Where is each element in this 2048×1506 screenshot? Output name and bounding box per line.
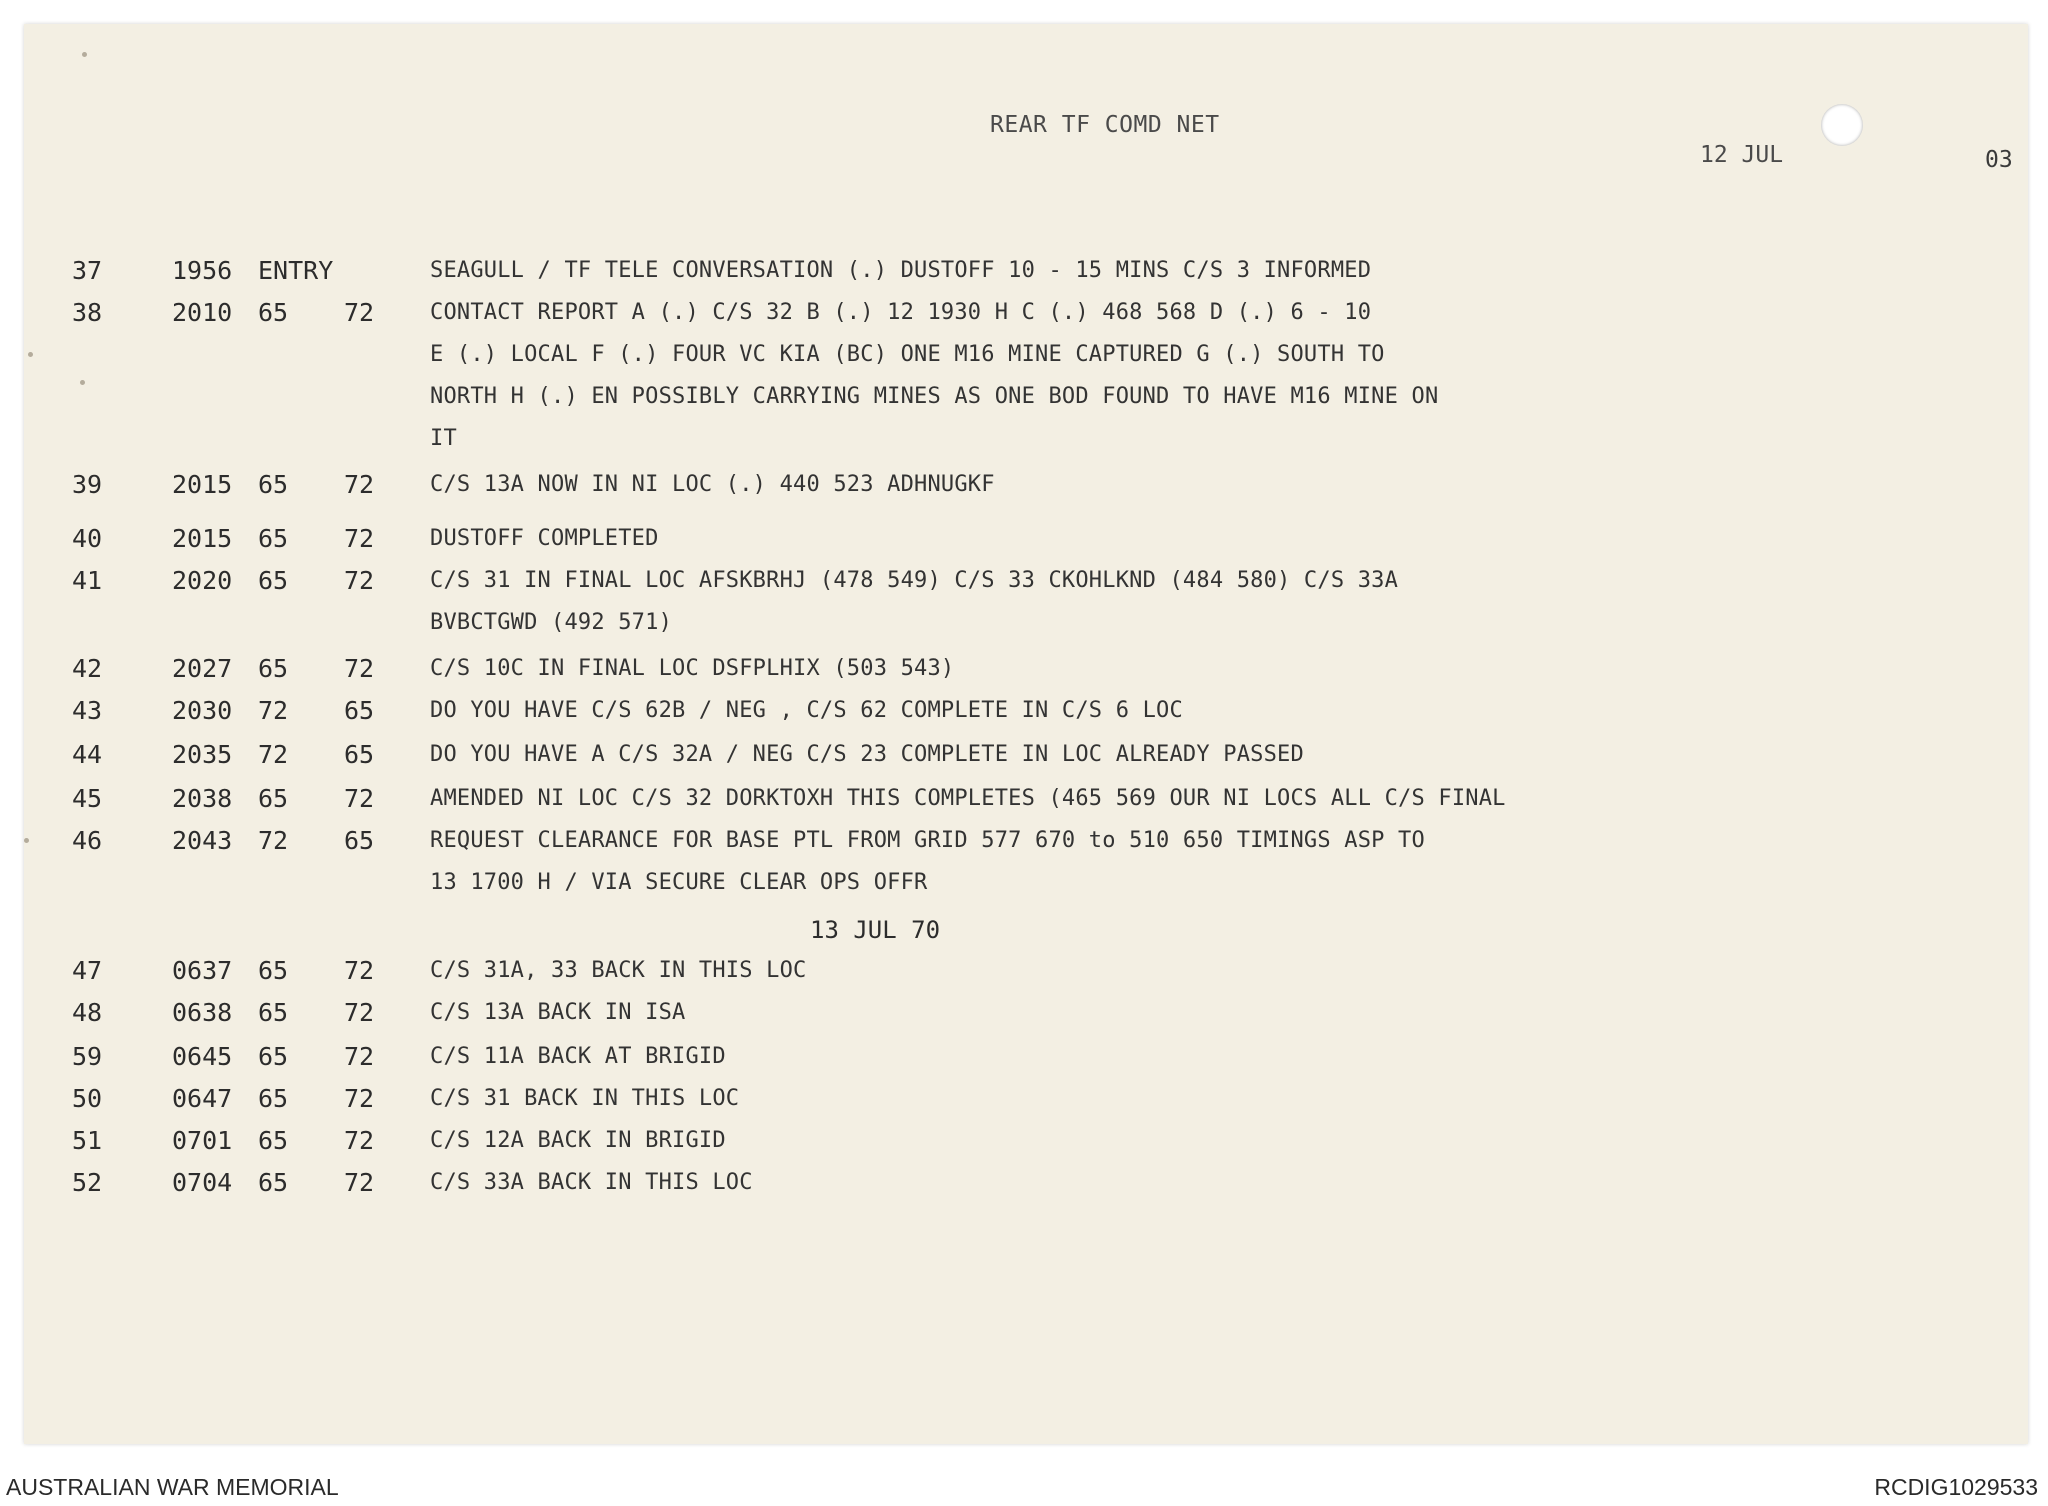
entry-message-line: NORTH H (.) EN POSSIBLY CARRYING MINES AS ONE BOD FOUND TO HAVE M16 MINE ON — [430, 384, 1439, 409]
entry-message-line: CONTACT REPORT A (.) C/S 32 B (.) 12 1930 H C (.) 468 568 D (.) 6 - 10 — [430, 300, 1372, 325]
entry-message-line: C/S 31A, 33 BACK IN THIS LOC — [430, 958, 807, 983]
entry-to: 72 — [344, 566, 375, 595]
entry-message-line: C/S 33A BACK IN THIS LOC — [430, 1170, 753, 1195]
entry-to: 72 — [344, 1168, 375, 1197]
entry-message-line: 13 1700 H / VIA SECURE CLEAR OPS OFFR — [430, 870, 928, 895]
entry-to: 72 — [344, 1084, 375, 1113]
entry-from: 65 — [258, 1042, 289, 1071]
entry-to: 72 — [344, 956, 375, 985]
log-title: REAR TF COMD NET — [990, 112, 1220, 138]
entry-message — [430, 518, 659, 560]
entry-from: ENTRY — [258, 256, 334, 285]
entry-message-line: IT — [430, 426, 457, 451]
entry-time: 0645 — [172, 1042, 233, 1071]
entry-serial: 42 — [72, 654, 103, 683]
entry-from: 65 — [258, 566, 289, 595]
footer-id: RCDIG1029533 — [1874, 1474, 2038, 1500]
entry-time: 2038 — [172, 784, 233, 813]
entry-from: 65 — [258, 1084, 289, 1113]
entry-serial: 44 — [72, 740, 103, 769]
date-separator: 13 JUL 70 — [810, 916, 941, 944]
entry-message-line: DO YOU HAVE A C/S 32A / NEG C/S 23 COMPLETE IN LOC ALREADY PASSED — [430, 742, 1304, 767]
entry-message — [430, 1162, 753, 1204]
entry-to: 65 — [344, 740, 375, 769]
entry-time: 2015 — [172, 470, 233, 499]
entry-message — [430, 250, 1371, 292]
entry-serial: 41 — [72, 566, 103, 595]
entry-message — [430, 778, 1506, 820]
entry-serial: 47 — [72, 956, 103, 985]
entry-serial: 38 — [72, 298, 103, 327]
entry-to: 72 — [344, 784, 375, 813]
entry-message — [430, 464, 995, 506]
entry-serial: 37 — [72, 256, 103, 285]
entry-serial: 50 — [72, 1084, 103, 1113]
entry-time: 0647 — [172, 1084, 233, 1113]
entry-serial: 46 — [72, 826, 103, 855]
entry-message-line: BVBCTGWD (492 571) — [430, 610, 673, 635]
entry-message-line: REQUEST CLEARANCE FOR BASE PTL FROM GRID 577 670 to 510 650 TIMINGS ASP TO — [430, 828, 1425, 853]
entry-from: 65 — [258, 784, 289, 813]
entry-serial: 48 — [72, 998, 103, 1027]
footer-source: AUSTRALIAN WAR MEMORIAL — [6, 1474, 339, 1500]
entry-serial: 45 — [72, 784, 103, 813]
entry-message-line: C/S 12A BACK IN BRIGID — [430, 1128, 726, 1153]
entry-from: 65 — [258, 654, 289, 683]
entry-message-line: DO YOU HAVE C/S 62B / NEG , C/S 62 COMPLETE IN C/S 6 LOC — [430, 698, 1183, 723]
entry-from: 72 — [258, 696, 289, 725]
entry-message-line: C/S 13A BACK IN ISA — [430, 1000, 686, 1025]
entry-message-line: C/S 31 IN FINAL LOC AFSKBRHJ (478 549) C/S 33 CKOHLKND (484 580) C/S 33A — [430, 568, 1399, 593]
entry-time: 0637 — [172, 956, 233, 985]
entry-serial: 40 — [72, 524, 103, 553]
entry-message-line: E (.) LOCAL F (.) FOUR VC KIA (BC) ONE M16 MINE CAPTURED G (.) SOUTH TO — [430, 342, 1385, 367]
entry-to: 72 — [344, 998, 375, 1027]
entry-serial: 59 — [72, 1042, 103, 1071]
entry-to: 72 — [344, 524, 375, 553]
entry-from: 65 — [258, 298, 289, 327]
entry-from: 65 — [258, 956, 289, 985]
entry-message — [430, 1078, 739, 1120]
entry-message — [430, 690, 1183, 732]
entry-message — [430, 1120, 726, 1162]
entry-message — [430, 992, 685, 1034]
entry-to: 72 — [344, 298, 375, 327]
entry-message-line: C/S 10C IN FINAL LOC DSFPLHIX (503 543) — [430, 656, 955, 681]
entry-from: 65 — [258, 470, 289, 499]
entry-time: 2043 — [172, 826, 233, 855]
entry-to: 65 — [344, 696, 375, 725]
entry-time: 0701 — [172, 1126, 233, 1155]
entry-time: 2020 — [172, 566, 233, 595]
entry-from: 72 — [258, 826, 289, 855]
entry-to: 72 — [344, 1042, 375, 1071]
entry-message-line: C/S 11A BACK AT BRIGID — [430, 1044, 726, 1069]
entry-from: 65 — [258, 524, 289, 553]
entry-message — [430, 560, 1398, 644]
entry-message-line: DUSTOFF COMPLETED — [430, 526, 659, 551]
entry-message-line: AMENDED NI LOC C/S 32 DORKTOXH THIS COMPLETES (465 569 OUR NI LOCS ALL C/S FINAL — [430, 786, 1506, 811]
entry-message-line: SEAGULL / TF TELE CONVERSATION (.) DUSTOFF 10 - 15 MINS C/S 3 INFORMED — [430, 258, 1372, 283]
entry-time: 2027 — [172, 654, 233, 683]
entry-message — [430, 292, 1438, 460]
log-date: 12 JUL — [1700, 142, 1784, 168]
entry-message — [430, 950, 806, 992]
entry-serial: 39 — [72, 470, 103, 499]
entry-to: 65 — [344, 826, 375, 855]
entry-serial: 43 — [72, 696, 103, 725]
entry-to: 72 — [344, 470, 375, 499]
entry-serial: 51 — [72, 1126, 103, 1155]
entry-from: 72 — [258, 740, 289, 769]
entry-message-line: C/S 13A NOW IN NI LOC (.) 440 523 ADHNUGKF — [430, 472, 995, 497]
entry-message-line: C/S 31 BACK IN THIS LOC — [430, 1086, 740, 1111]
entry-time: 2010 — [172, 298, 233, 327]
entry-message — [430, 734, 1304, 776]
entry-time: 1956 — [172, 256, 233, 285]
page-number: 03 — [1985, 147, 2013, 173]
entry-message — [430, 648, 954, 690]
entry-time: 2015 — [172, 524, 233, 553]
entry-time: 2035 — [172, 740, 233, 769]
entry-time: 2030 — [172, 696, 233, 725]
entry-from: 65 — [258, 1168, 289, 1197]
entry-from: 65 — [258, 1126, 289, 1155]
entry-message — [430, 820, 1425, 904]
entry-serial: 52 — [72, 1168, 103, 1197]
entry-message — [430, 1036, 726, 1078]
entry-from: 65 — [258, 998, 289, 1027]
entry-to: 72 — [344, 1126, 375, 1155]
entry-to: 72 — [344, 654, 375, 683]
entry-time: 0704 — [172, 1168, 233, 1197]
entry-time: 0638 — [172, 998, 233, 1027]
